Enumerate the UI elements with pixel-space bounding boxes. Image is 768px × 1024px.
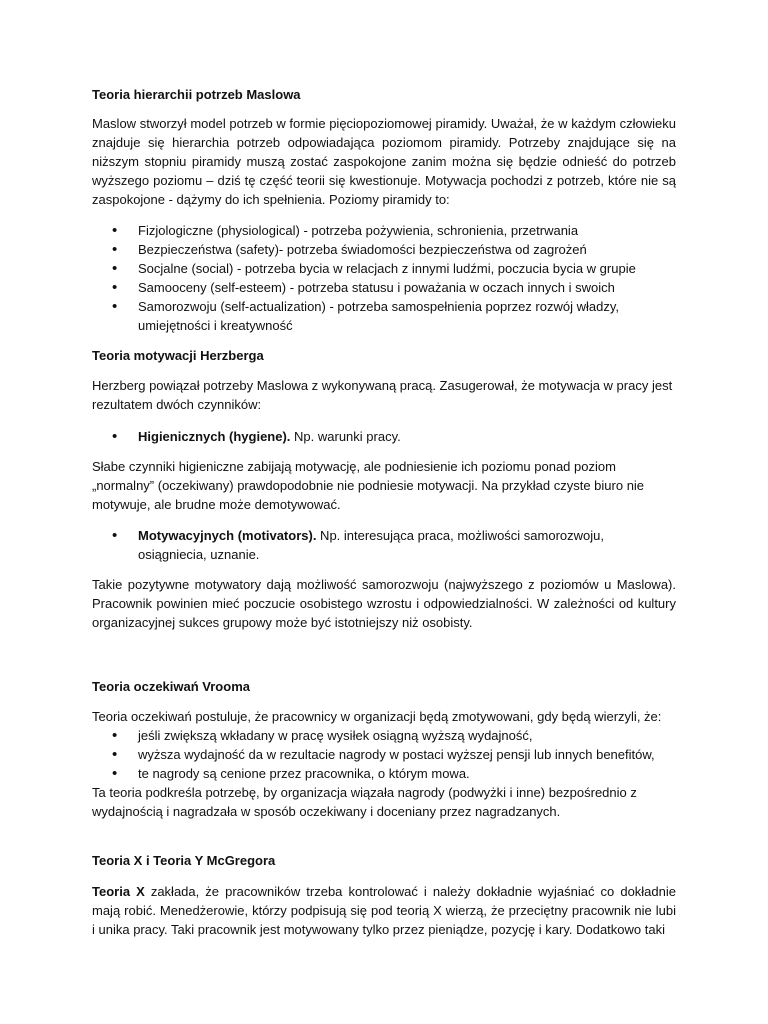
list-herzberg-hygiene xyxy=(92,427,676,446)
paragraph-motivators: Takie pozytywne motywatory dają możliwość samorozwoju (najwyższego z poziomów u Maslowa). Pracownik powinien mieć poczucie osobistego wzrostu i odpowiedzialności. W zależności od kultury organizacyjnej sukces grupowy może być istotniejszy niż osobisty. xyxy=(92,577,676,630)
list-item: • Fizjologiczne (physiological) - potrzeba pożywienia, schronienia, przetrwania xyxy=(92,221,676,240)
list-item: • jeśli zwiększą wkładany w pracę wysiłek osiągną wyższą wydajność, xyxy=(92,726,676,745)
paragraph-herzberg-intro: Herzberg powiązał potrzeby Maslowa z wykonywaną pracą. Zasugerował, że motywacja w pracy jest rezultatem dwóch czynników: xyxy=(92,378,673,412)
theory-x-label: Teoria X xyxy=(92,884,145,899)
list-item: • Socjalne (social) - potrzeba bycia w relacjach z innymi ludźmi, poczucia bycia w grupie xyxy=(92,259,676,278)
list-item xyxy=(92,526,676,564)
heading-maslow: Teoria hierarchii potrzeb Maslowa xyxy=(92,87,301,102)
list-item: • Samorozwoju (self-actualization) - potrzeba samospełnienia poprzez rozwój władzy, umiejętności i kreatywność xyxy=(92,297,676,335)
list-vroom xyxy=(92,726,676,783)
paragraph-vroom-intro: Teoria oczekiwań postuluje, że pracownicy w organizacji będą zmotywowani, gdy będą wierzyli, że: xyxy=(92,709,662,724)
paragraph-vroom-closing: Ta teoria podkreśla potrzebę, by organizacja wiązała nagrody (podwyżki i inne) bezpośrednio z wydajnością i nagradzała w sposób oczekiwany i doceniany przez nagradzanych. xyxy=(92,785,637,819)
list-item: • Samooceny (self-esteem) - potrzeba statusu i poważania w oczach innych i swoich xyxy=(92,278,676,297)
hygiene-text: Np. warunki pracy. xyxy=(290,429,401,444)
heading-vroom: Teoria oczekiwań Vrooma xyxy=(92,679,250,694)
motivators-text: Np. interesująca praca, możliwości samorozwoju, osiągniecia, uznanie. xyxy=(138,528,604,562)
hygiene-label: Higienicznych (hygiene). xyxy=(138,429,291,444)
paragraph-hygiene: Słabe czynniki higieniczne zabijają motywację, ale podniesienie ich poziomu ponad poziom „normalny” (oczekiwany) prawdopodobnie nie podniesie motywacji. Na przykład czyste biuro nie motywuje, ale brudne może demotywować. xyxy=(92,459,645,512)
paragraph-maslow: Maslow stworzył model potrzeb w formie pięciopoziomowej piramidy. Uważał, że w każdym człowieku znajduje się hierarchia potrzeb odpowiadająca poziomom piramidy. Potrzeby znajdujące się na niższym stopniu piramidy muszą zostać zaspokojone zanim można się będzie odnieść do potrzeb wyższego poziomu – dziś tę część teorii się kwestionuje. Motywacja pochodzi z potrzeb, które nie są zaspokojone - dążymy do ich spełnienia. Poziomy piramidy to: xyxy=(92,116,676,207)
list-maslow-levels xyxy=(92,221,676,335)
paragraph-theory-x xyxy=(92,882,676,939)
theory-x-text: zakłada, że pracowników trzeba kontrolować i należy dokładnie wyjaśniać co dokładnie mają robić. Menedżerowie, którzy podpisują się pod teorią X wierzą, że przeciętny pracownik nie lubi i unika pracy. Taki pracownik jest motywowany tylko przez pieniądze, pozycję i kary. Dodatkowo taki xyxy=(92,884,676,937)
motivators-label: Motywacyjnych (motivators). xyxy=(138,528,317,543)
list-item xyxy=(92,427,676,446)
heading-herzberg: Teoria motywacji Herzberga xyxy=(92,348,264,363)
heading-mcgregor: Teoria X i Teoria Y McGregora xyxy=(92,853,276,868)
list-item: • te nagrody są cenione przez pracownika, o którym mowa. xyxy=(92,764,676,783)
list-item: • wyższa wydajność da w rezultacie nagrody w postaci wyższej pensji lub innych benefitów, xyxy=(92,745,676,764)
list-item: • Bezpieczeństwa (safety)- potrzeba świadomości bezpieczeństwa od zagrożeń xyxy=(92,240,676,259)
list-herzberg-motivators xyxy=(92,526,676,564)
